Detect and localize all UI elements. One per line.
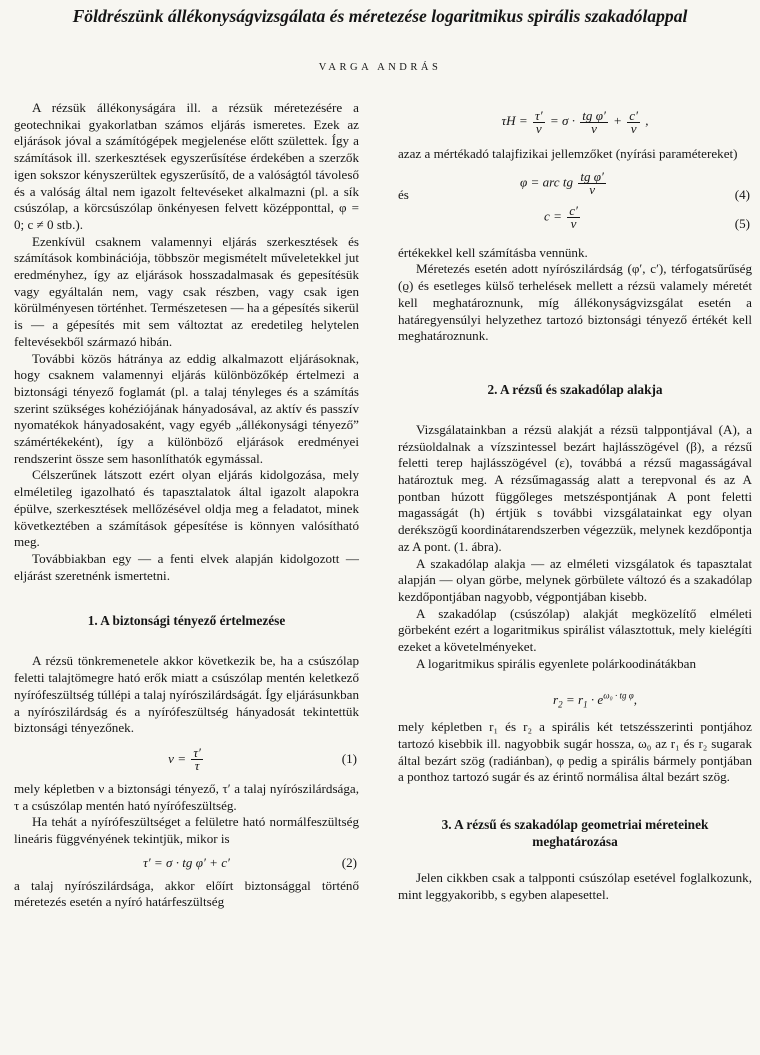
section-heading: 1. A biztonsági tényező értelmezése [87,613,286,629]
paragraph: További közös hátránya az eddig alkalmazott eljárásoknak, hogy csaknem valamennyi eljárás különbözőkép értelmezi a biztonsági tényező foglamát (pl. a talaj tényleges és a számítás szerint szükséges kohéziójának hányadosával, az aktív és passzív nyomatékok hányadosaként, vagy egyéb „állékonysági tényező” számértékeként), így a különböző eljárások eredményei rendszerint össze sem hasonlíthatók egymással. [14,350,359,466]
conjunction-text: és [398,186,409,202]
eq1-denominator: τ [194,758,200,774]
eq3-b-numerator: tg φ′ [582,107,606,123]
equations-4-5 [398,168,752,231]
equation-number: (5) [734,215,750,231]
section-heading: 3. A rézsű és szakadólap geometriai méreteinek meghatározása [441,816,709,849]
eq5-denominator: ν [570,215,577,231]
paragraph: Célszerűnek látszott ezért olyan eljárás kidolgozása, mely elméletileg igazolható és tapasztalatok által igazolt alapokra épülve, szerkesztések mellőzésével oldja meg a feladatot, minek következtében a számítások gépesítése is könnyen valósítható meg. [14,467,359,550]
paragraph: mely képletben r₁ és r₂ a spirális két tetszésszerinti pontjához tartozó kisebbik ill. nagyobbik sugár hossza, ω₀ az r₁ és r₂ sugarak által bezárt szög (radiánban), φ pedig a spirális bármely pontjában a ponthoz tartozó sugár és az érintő normálisa által bezárt szög. [398,719,752,785]
section-heading: 2. A rézsű és szakadólap alakja [487,381,663,397]
equation-number: (4) [734,186,750,202]
paragraph: A rézsü tönkremenetele akkor következik be, ha a csúszólap feletti talajtömegre ható erők miatt a csúszólap mentén keletkező nyírófeszültség túllépi a talaj nyírószilárdságát. Így eljárásunkban a nyírószilárdság és a nyírófeszültség hányadosát tekintettük biztonsági tényezőnek. [14,653,359,736]
eq3-a-numerator: τ′ [535,107,543,123]
paragraph: A rézsük állékonyságára ill. a rézsük méretezésére a geotechnikai gyakorlatban számos eljárás ismeretes. Ezek az eljárások jóval a számítógépek megjelenése előtt születtek. Így a számítások ill. szerkesztések egyszerűsítése érdekében a szerzők igen sokszor kényszerültek egyszerűsítő, de a valóságtól távoleső és a valóság által nem igazolt feltevéseket alkalmazni (pl. a sík csúszólap, a körcsúszólap önkényesen felvett középponttal, φ = 0; c ≠ 0 stb.). [14,100,359,232]
eq4-denominator: ν [589,181,596,197]
eq5-numerator: c′ [569,202,578,218]
eq3-fraction-b [580,107,608,136]
eq3-fraction-a [533,107,545,136]
paragraph: Továbbiakban egy — a fenti elvek alapján kidolgozott — eljárást szeretnénk ismertetni. [14,550,359,583]
eq3-lhs: τH = [501,113,528,128]
equation-3 [398,96,752,146]
eq6-end: , [633,692,637,708]
eq5-lhs: c = [544,208,562,224]
left-column [14,100,359,911]
paragraph: azaz a mértékadó talajfizikai jellemzőket (nyírási paramétereket) [398,146,738,161]
equation-1 [14,737,359,781]
eq6-exponent: ω₀ · tg φ [603,691,634,702]
eq2-formula: τ′ = σ · tg φ′ + c′ [143,854,230,870]
paragraph: a talaj nyírószilárdsága, akkor előírt biztonsággal történő méretezés esetén a nyíró határfeszültség [14,877,359,910]
eq4-lhs: φ = arc tg [520,174,574,190]
equation-4 [520,168,608,197]
eq4-numerator: tg φ′ [580,168,604,184]
eq6-lhs: r [553,692,559,708]
eq6-e: · e [587,692,604,708]
equation-number: (2) [341,854,357,870]
eq3-c-numerator: c′ [629,107,638,123]
right-column [398,96,752,903]
paragraph: Méretezés esetén adott nyírószilárdság (φ′, c′), térfogatsűrűség (ϱ) és esetleges külső terhelések mellett a rézsü valamely méretét kell meghatároznunk, míg állékonyságvizsgálat esetén a határegyensúlyi helyzethez tartozó biztonsági tényező értékét kell meghatároznunk. [398,261,752,344]
equation-number: (1) [341,750,357,766]
equation-5 [544,202,582,231]
eq1-fraction [191,747,203,772]
eq6-sub1: 1 [583,700,588,711]
article-title: Földrészünk állékonyságvizsgálata és méretezése logaritmikus spirális szakadólappal [72,6,688,26]
eq3-plus: + [613,113,622,128]
paragraph: A szakadólap (csúszólap) alakját megközelítő elméleti görbeként ezért a logaritmikus spirálist választottuk, mely kielégíti ezeket a követelményeket. [398,605,752,655]
paragraph: Jelen cikkben csak a talpponti csúszólap esetével foglalkozunk, mint leggyakoribb, s egyben alapesettel. [398,869,752,902]
eq3-c-denominator: ν [630,120,637,136]
paragraph: A logaritmikus spirális egyenlete polárkoodinátákban [416,655,696,671]
equation-spiral [398,692,752,709]
paragraph: mely képletben ν a biztonsági tényező, τ′ a talaj nyírószilárdsága, τ a csúszólap mentén ható nyírófeszültség. [14,780,359,813]
paragraph: Ezenkívül csaknem valamennyi eljárás szerkesztések és számítások kombinációja, többször megismételt műveletekkel jut eredményhez, így az eljárások hosszadalmasak és gepesítésük vagy egyáltalán nem, vagy csak részben, vagy csak igen körülményesen történhet. Természetesen — ha a gépesítés sikerül is — a gépesítés mit sem változtat az eredetileg helytelen feltevésekből származó hibán. [14,233,359,349]
eq6-sub2: 2 [558,700,563,711]
eq4-fraction [578,168,606,197]
paragraph: A szakadólap alakja — az elméleti vizsgálatok és tapasztalat alapján — olyan görbe, melynek görbülete változó és a szakadólap kezdőpontjában nagyobb, végpontjában kisebb. [398,555,752,604]
eq1-lhs: ν = [168,750,187,766]
eq3-mid: = σ · [549,113,575,128]
author-name: VARGA ANDRÁS [318,62,442,73]
eq3-end: , [645,113,649,128]
eq3-fraction-c [627,107,640,136]
eq3-a-denominator: ν [535,120,542,136]
paragraph: Ha tehát a nyírófeszültséget a felületre ható normálfeszültség lineáris függvényének tekintjük, mikor is [14,814,359,847]
eq1-numerator: τ′ [193,745,201,761]
paragraph: értékekkel kell számításba vennünk. [398,244,588,260]
eq5-fraction [567,202,580,231]
equation-2 [14,848,359,878]
eq6-mid: = r [562,692,584,708]
eq3-b-denominator: ν [591,120,597,136]
paragraph: Vizsgálatainkban a rézsü alakját a rézsü talppontjával (A), a rézsüoldalnak a vízszintessel bezárt hajlásszögével (β), a rézsű feletti terep hajlásszögével (ε), továbbá a rézsű magasságával határoztuk meg. A rézsűmagasság alatt a terepvonal és az A pontban húzott függőleges metszéspontjának A pont feletti magasságát (h) értjük s további vizsgálatainkat egy olyan derékszögű koordinátarendszerben végezzük, melynek kezdőpontja az A pont. (1. ábra). [398,421,752,554]
